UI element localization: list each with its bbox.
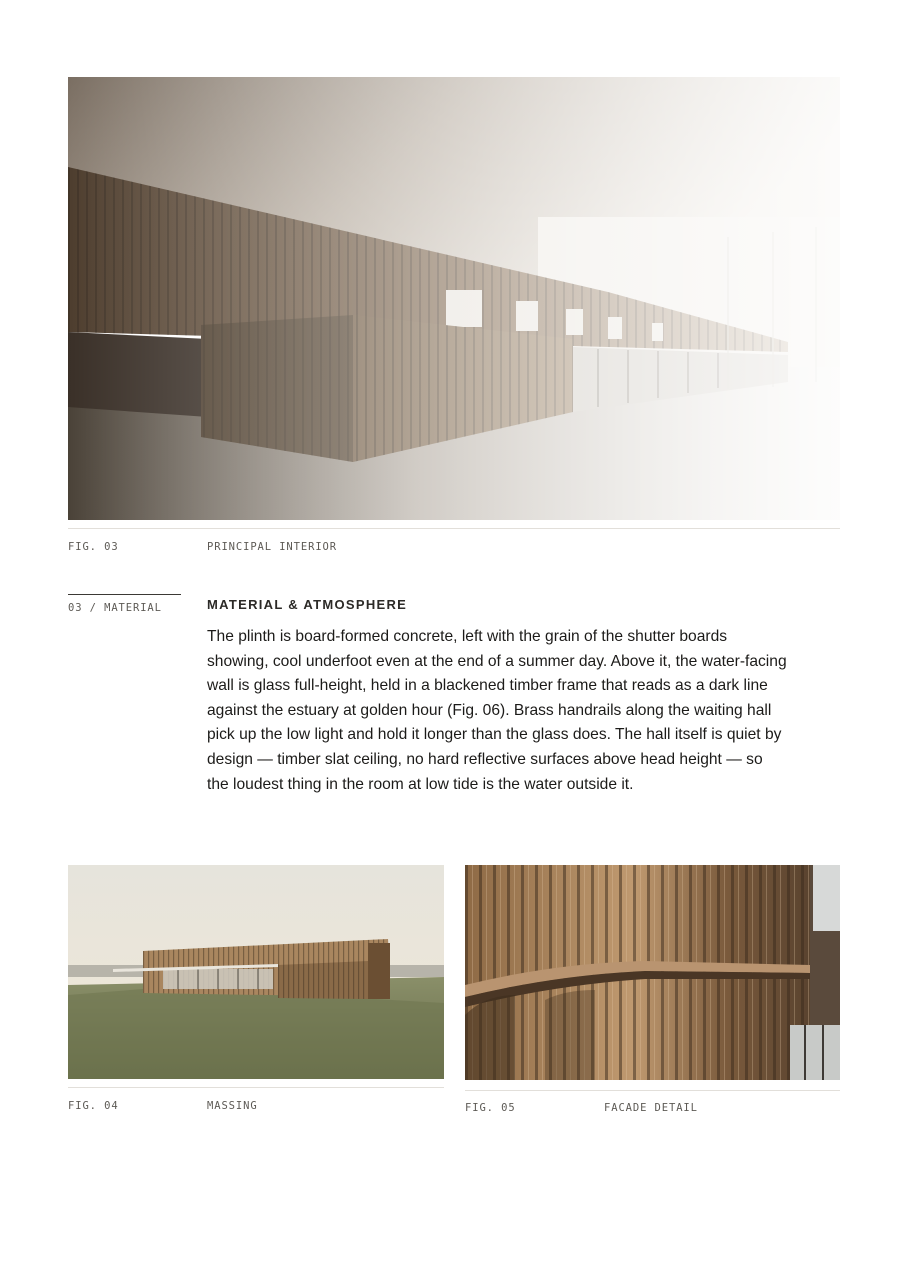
section-rule [68,594,181,595]
figure-caption: FACADE DETAIL [604,1102,698,1114]
figure-caption: MASSING [207,1100,258,1112]
figure-facade-detail [465,865,840,1080]
interior-image [68,77,840,520]
figure-principal-interior [68,77,840,520]
figure-number: FIG. 04 [68,1100,119,1112]
figure-caption: PRINCIPAL INTERIOR [207,541,337,553]
facade-image [465,865,840,1080]
figure-massing [68,865,444,1079]
figure-number: FIG. 05 [465,1102,516,1114]
figure-rule [465,1090,840,1091]
figure-number: FIG. 03 [68,541,119,553]
section-body: The plinth is board-formed concrete, left with the grain of the shutter boards showing, cool underfoot even at the end of a summer day. Above it, the water-facing wall is glass full-height, held in a blackened timber frame that reads as a dark line against the estuary at golden hour (Fig. 06). Brass handrails along the waiting hall pick up the low light and hold it longer than the glass does. The hall itself is quiet by design — timber slat ceiling, no hard reflective surfaces above head height — so the loudest thing in the room at low tide is the water outside it. [207,628,787,793]
section-label: 03 / MATERIAL [68,602,162,614]
figure-rule [68,528,840,529]
section-heading: MATERIAL & ATMOSPHERE [207,597,408,612]
massing-image [68,865,444,1079]
figure-rule [68,1087,444,1088]
